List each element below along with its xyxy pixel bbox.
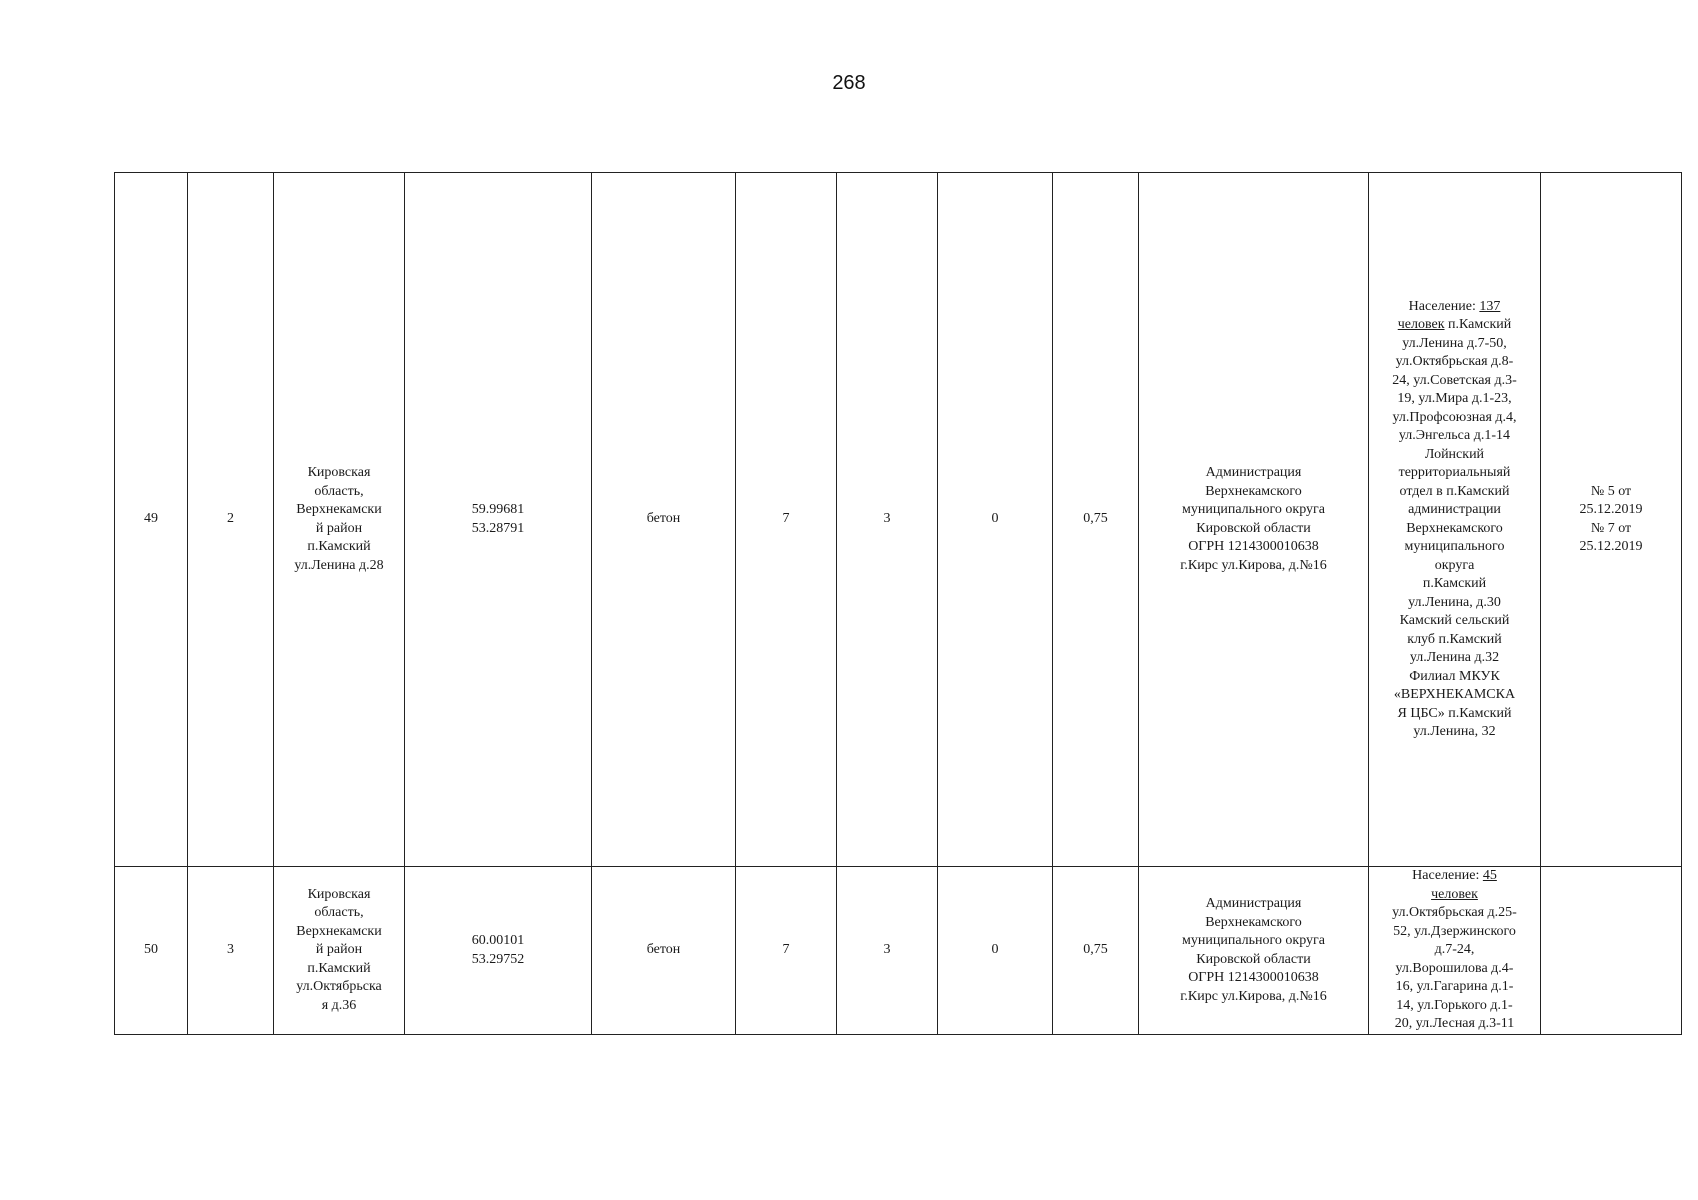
decision-line: № 7 от	[1590, 520, 1632, 536]
source-line: д.7-24,	[1434, 942, 1475, 958]
address-line: й район	[315, 520, 363, 536]
owner-line: ОГРН 1214300010638	[1188, 970, 1319, 985]
owner-line: Верхнекамского	[1205, 483, 1302, 499]
source-line: Лойнский	[1424, 446, 1485, 462]
address-line: Кировская	[307, 465, 371, 480]
source-line: п.Камский	[1448, 317, 1512, 332]
source-line: ул.Ленина д.7-50,	[1402, 335, 1507, 351]
cell-volume: 0,75	[1053, 867, 1139, 1035]
population-unit: человек	[1431, 886, 1478, 902]
source-line: 19, ул.Мира д.1-23,	[1397, 391, 1512, 406]
source-line: п.Камский	[1422, 576, 1487, 591]
address-line: область,	[314, 483, 364, 499]
cell-population	[1369, 173, 1541, 867]
cell-address	[274, 867, 405, 1035]
cell-surface: бетон	[592, 867, 736, 1035]
cell-area: 7	[736, 173, 837, 867]
population-line	[1373, 298, 1536, 317]
registry-table	[114, 172, 1682, 1035]
cell-sub-index: 2	[188, 173, 274, 867]
latitude: 59.99681	[471, 502, 525, 517]
cell-decisions	[1541, 173, 1682, 867]
source-line: 24, ул.Советская д.3-	[1392, 372, 1517, 388]
owner-line: г.Кирс ул.Кирова, д.№16	[1180, 988, 1327, 1004]
source-line: Верхнекамского	[1406, 520, 1503, 536]
population-line	[1373, 316, 1536, 335]
source-line: ул.Ворошилова д.4-	[1395, 960, 1514, 976]
latitude: 60.00101	[471, 933, 525, 948]
source-line: клуб п.Камский	[1407, 631, 1502, 647]
source-line: ул.Энгельса д.1-14	[1398, 428, 1511, 443]
owner-line: г.Кирс ул.Кирова, д.№16	[1180, 557, 1327, 573]
cell-containers: 3	[837, 173, 938, 867]
source-line: 20, ул.Лесная д.3-11	[1394, 1016, 1515, 1032]
cell-index: 49	[115, 173, 188, 867]
population-label: Население:	[1412, 868, 1480, 884]
cell-surface: бетон	[592, 173, 736, 867]
table-row	[115, 173, 1682, 867]
table-row	[115, 867, 1682, 1035]
owner-line: Администрация	[1205, 896, 1302, 911]
owner-line: Верхнекамского	[1205, 914, 1302, 930]
cell-count: 0	[938, 173, 1053, 867]
cell-containers: 3	[837, 867, 938, 1035]
population-line	[1373, 867, 1536, 886]
source-line: ул.Октябрьская д.8-	[1395, 354, 1514, 369]
cell-owner	[1139, 867, 1369, 1035]
owner-line: Кировской области	[1196, 520, 1311, 536]
address-line: ул.Октябрьска	[296, 979, 382, 995]
cell-coordinates	[405, 173, 592, 867]
source-line: ул.Ленина, 32	[1413, 724, 1496, 739]
cell-decisions	[1541, 867, 1682, 1035]
cell-coordinates	[405, 867, 592, 1035]
cell-count: 0	[938, 867, 1053, 1035]
population-label: Население:	[1408, 298, 1476, 314]
cell-population	[1369, 867, 1541, 1035]
source-line: Я ЦБС» п.Камский	[1397, 705, 1512, 721]
cell-index: 50	[115, 867, 188, 1035]
owner-line: ОГРН 1214300010638	[1188, 539, 1319, 554]
source-line: округа	[1434, 557, 1475, 573]
longitude: 53.29752	[471, 951, 525, 967]
address-line: Кировская	[307, 886, 371, 902]
owner-line: муниципального округа	[1182, 933, 1325, 948]
address-line: Верхнекамски	[296, 502, 382, 517]
address-line: й район	[315, 942, 363, 958]
cell-sub-index: 3	[188, 867, 274, 1035]
decision-line: 25.12.2019	[1579, 539, 1643, 554]
owner-line: Администрация	[1205, 465, 1302, 480]
population-unit: человек	[1397, 317, 1445, 332]
source-line: «ВЕРХНЕКАМСКА	[1393, 687, 1516, 702]
source-line: ул.Октябрьская д.25-	[1392, 905, 1517, 921]
address-line: п.Камский	[307, 539, 371, 554]
address-line: п.Камский	[307, 960, 371, 976]
source-line: Филиал МКУК	[1409, 668, 1500, 684]
source-line: 16, ул.Гагарина д.1-	[1395, 979, 1514, 995]
source-line: территориальныяй	[1398, 465, 1511, 480]
page-number: 268	[832, 72, 866, 94]
source-line: 14, ул.Горького д.1-	[1396, 997, 1513, 1013]
cell-owner	[1139, 173, 1369, 867]
cell-area: 7	[736, 867, 837, 1035]
source-line: 52, ул.Дзержинского	[1393, 923, 1516, 939]
decision-line: № 5 от	[1590, 483, 1632, 499]
source-line: ул.Ленина, д.30	[1408, 594, 1501, 610]
cell-address	[274, 173, 405, 867]
address-line: Верхнекамски	[296, 923, 382, 939]
source-line: отдел в п.Камский	[1399, 483, 1510, 499]
decision-line: 25.12.2019	[1579, 502, 1643, 517]
source-line: Камский сельский	[1399, 613, 1510, 628]
source-line: муниципального	[1404, 539, 1505, 554]
population-count: 137	[1479, 298, 1501, 314]
population-count: 45	[1482, 868, 1497, 884]
owner-line: Кировской области	[1196, 951, 1311, 967]
cell-volume: 0,75	[1053, 173, 1139, 867]
source-line: администрации	[1408, 502, 1501, 517]
address-line: я д.36	[321, 997, 357, 1013]
longitude: 53.28791	[471, 520, 525, 536]
source-line: ул.Профсоюзная д.4,	[1392, 409, 1517, 425]
address-line: ул.Ленина д.28	[294, 557, 384, 573]
source-line: ул.Ленина д.32	[1409, 650, 1500, 665]
owner-line: муниципального округа	[1182, 502, 1325, 517]
address-line: область,	[314, 905, 364, 921]
